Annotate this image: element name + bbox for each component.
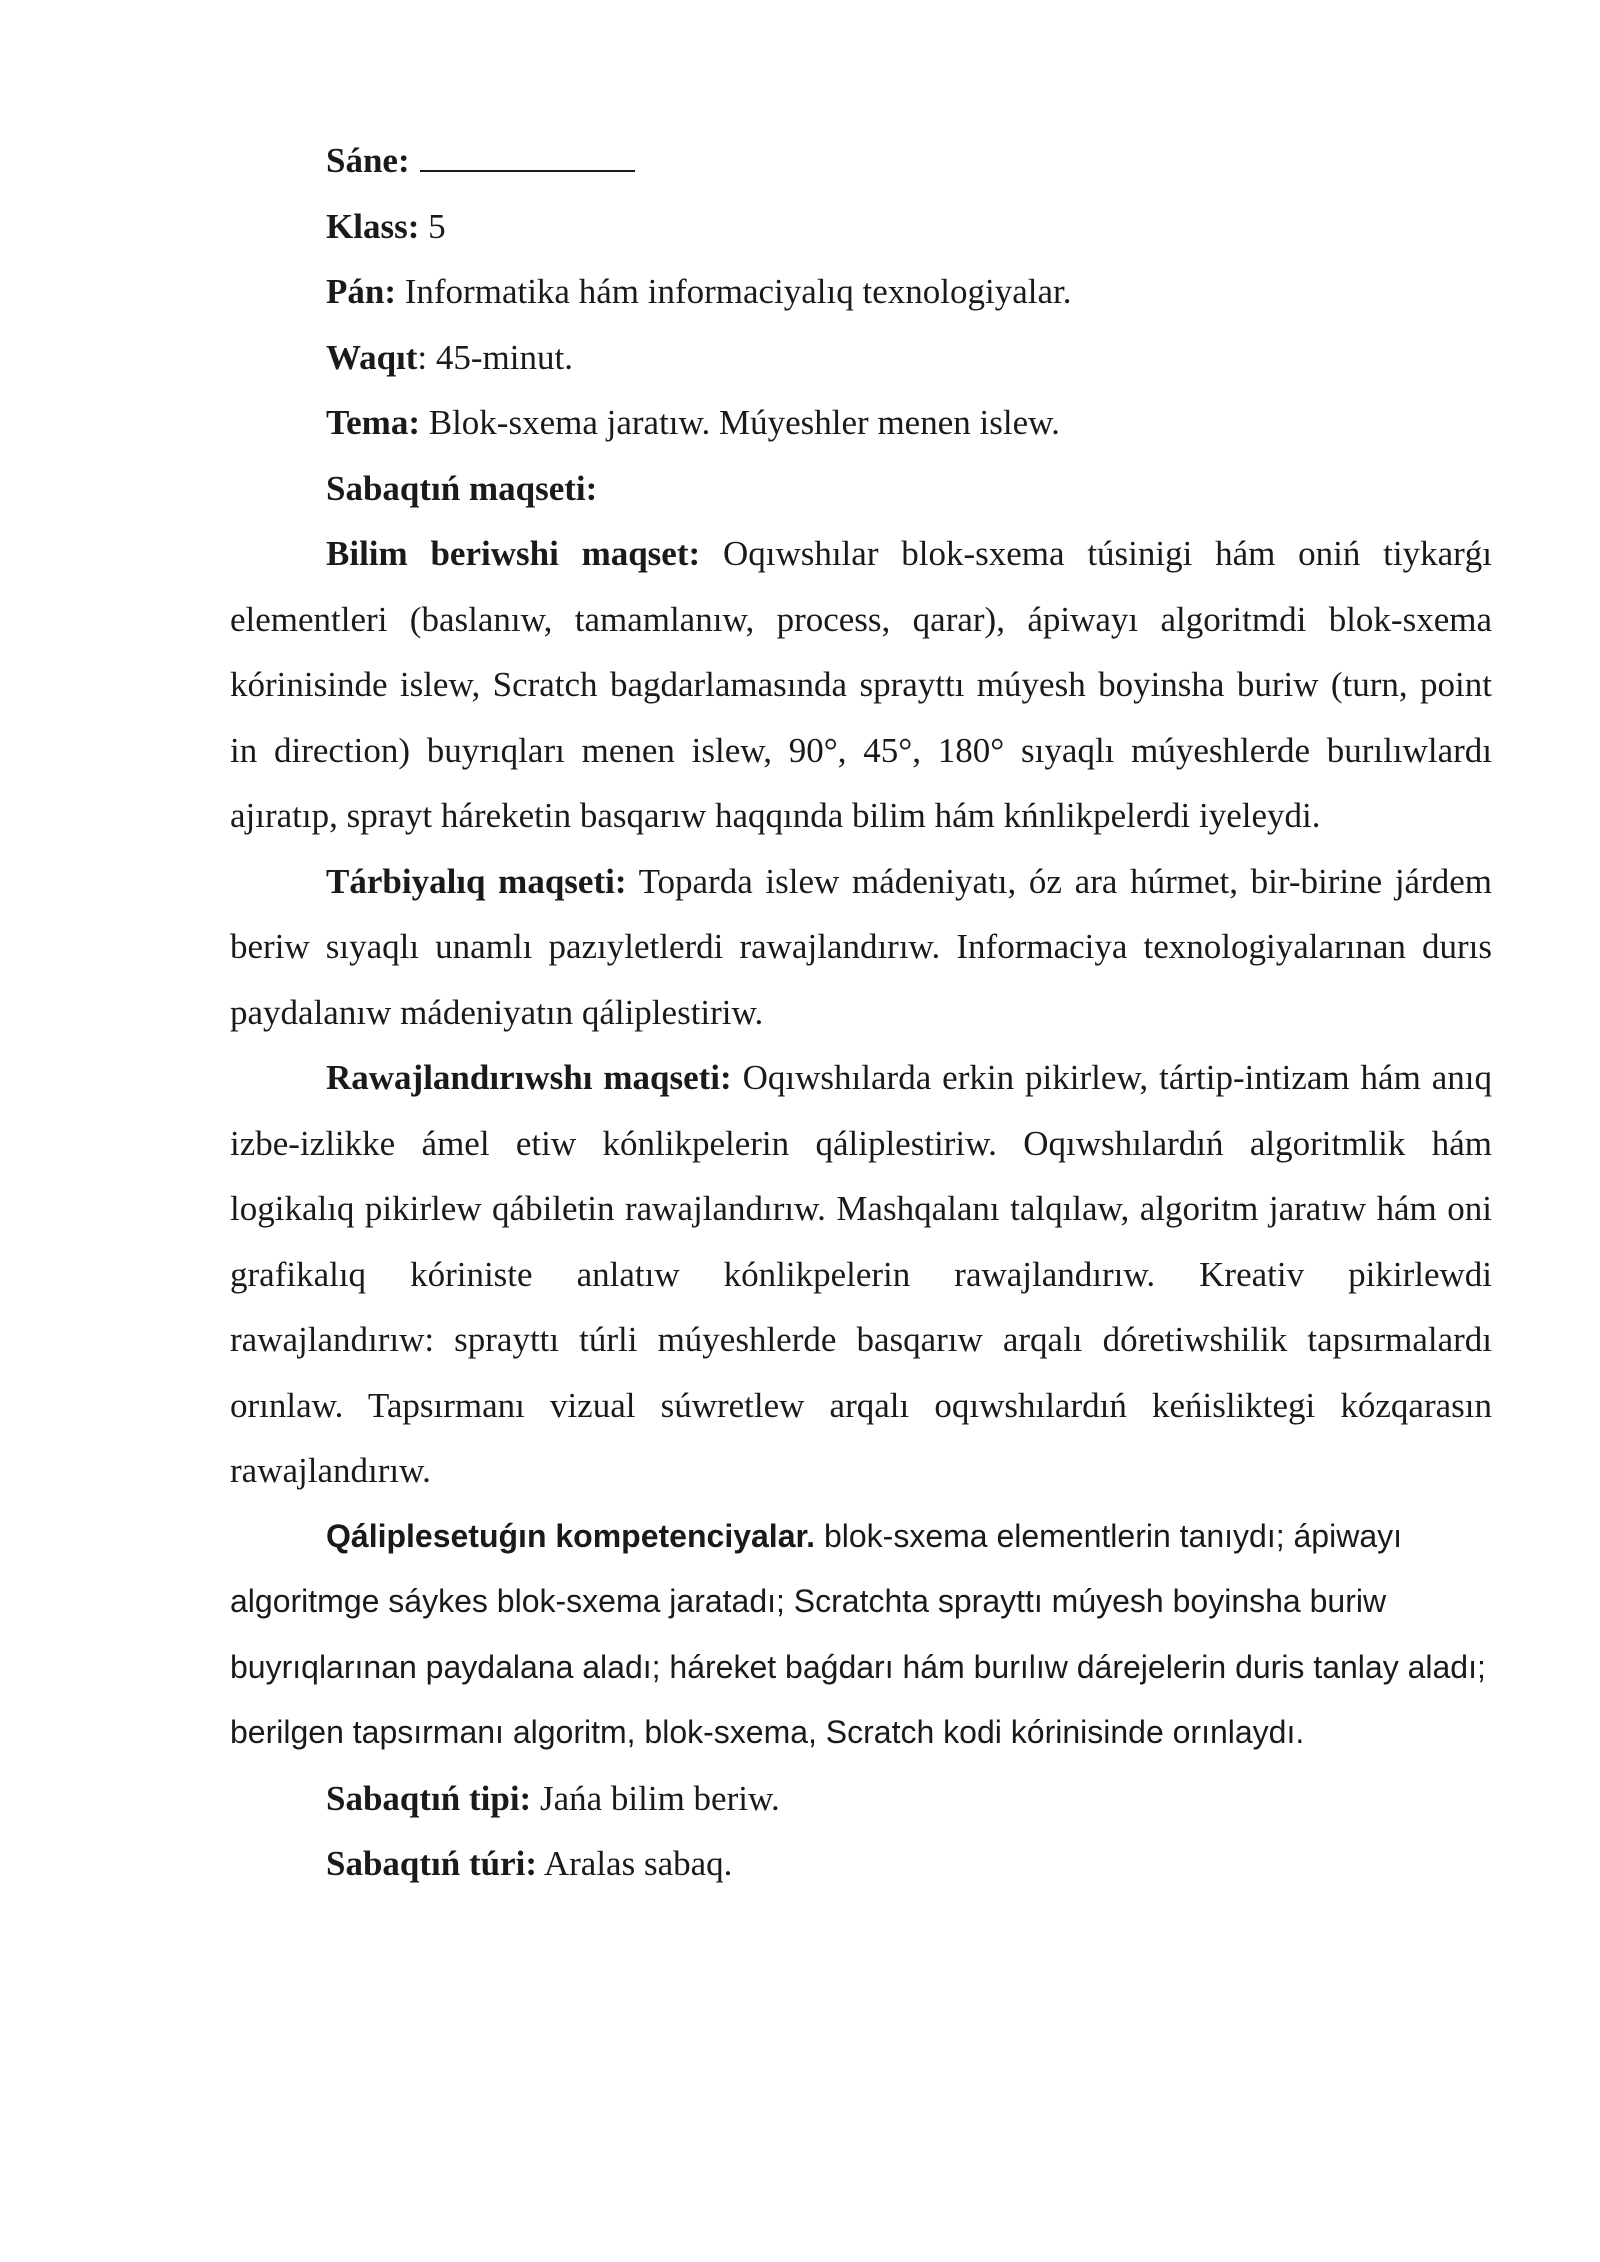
competencies-label: Qáliplesetuǵın kompetenciyalar. (326, 1517, 816, 1554)
class-label: Klass: (326, 206, 420, 246)
class-field (230, 194, 1492, 260)
developmental-goal-label: Rawajlandırıwshı maqseti: (326, 1058, 732, 1097)
upbringing-goal-label: Tárbiyalıq maqseti: (326, 861, 627, 901)
time-value: : 45-minut. (417, 337, 573, 377)
lesson-type-field (230, 1766, 1492, 1832)
subject-field (230, 259, 1492, 325)
goals-heading-field (230, 456, 1492, 522)
educational-goal-text: Oqıwshılar blok-sxema túsinigi hám oniń tiykarǵı elementleri (baslanıw, tamamlanıw, process, qarar), ápiwayı algoritmdi blok-sxema kórinisinde islew, Scratch bagdarlamasında sprayttı múyesh boyinsha buriw (turn, point in direction) buyrıqları menen islew, 90°, 45°, 180° sıyaqlı múyeshlerde burılıwlardı ajıratıp, sprayt háreketin basqarıw haqqında bilim hám kńnlikpelerdi iyeleydi. (230, 534, 1492, 835)
subject-label: Pán: (326, 272, 396, 311)
educational-goal-paragraph (230, 521, 1492, 849)
upbringing-goal-paragraph (230, 849, 1492, 1046)
time-label: Waqıt (326, 337, 418, 377)
goals-heading: Sabaqtıń maqseti: (326, 468, 598, 508)
competencies-text: blok-sxema elementlerin tanıydı; ápiwayı algoritmge sáykes blok-sxema jaratadı; Scratchta sprayttı múyesh boyinsha buriw buyrıqlarınan paydalana aladı; háreket baǵdarı hám burılıw dárejelerin duris tanlay aladı; berilgen tapsırmanı algoritm, blok-sxema, Scratch kodi kórinisinde orınlaydı. (230, 1517, 1486, 1750)
lesson-kind-field (230, 1831, 1492, 1897)
date-field (230, 128, 1492, 194)
lesson-type-label: Sabaqtıń tipi: (326, 1778, 532, 1818)
lesson-plan-page (230, 128, 1492, 1897)
time-field (230, 325, 1492, 391)
class-value: 5 (428, 206, 446, 246)
lesson-kind-label: Sabaqtıń túri: (326, 1844, 538, 1883)
lesson-kind-value: Aralas sabaq. (543, 1844, 733, 1883)
developmental-goal-text: Oqıwshılarda erkin pikirlew, tártip-intizam hám anıq izbe-izlikke ámel etiw kónlikpelerin qáliplestiriw. Oqıwshılardıń algoritmlik hám logikalıq pikirlew qábiletin rawajlandırıw. Mashqalanı talqılaw, algoritm jaratıw hám oni grafikalıq kóriniste anlatıw kónlikpelerin rawajlandırıw. Kreativ pikirlewdi rawajlandırıw: sprayttı túrli múyeshlerde basqarıw arqalı dóretiwshilik tapsırmalardı orınlaw. Tapsırmanı vizual súwretlew arqalı oqıwshılardıń keńisliktegi kózqarasın rawajlandırıw. (230, 1058, 1492, 1490)
competencies-paragraph (230, 1504, 1492, 1766)
topic-field (230, 390, 1492, 456)
topic-value: Blok-sxema jaratıw. Múyeshler menen islew. (428, 403, 1060, 442)
subject-value: Informatika hám informaciyalıq texnologiyalar. (404, 272, 1072, 311)
topic-label: Tema: (326, 403, 420, 442)
date-blank (420, 140, 635, 172)
lesson-type-value: Jańa bilim beriw. (539, 1778, 780, 1818)
date-label: Sáne: (326, 141, 410, 180)
educational-goal-label: Bilim beriwshi maqset: (326, 534, 701, 573)
upbringing-goal-text: Toparda islew mádeniyatı, óz ara húrmet, bir-birine járdem beriw sıyaqlı unamlı pazıyletlerdi rawajlandırıw. Informaciya texnologiyalarınan durıs paydalanıw mádeniyatın qáliplestiriw. (230, 861, 1492, 1032)
developmental-goal-paragraph (230, 1045, 1492, 1504)
